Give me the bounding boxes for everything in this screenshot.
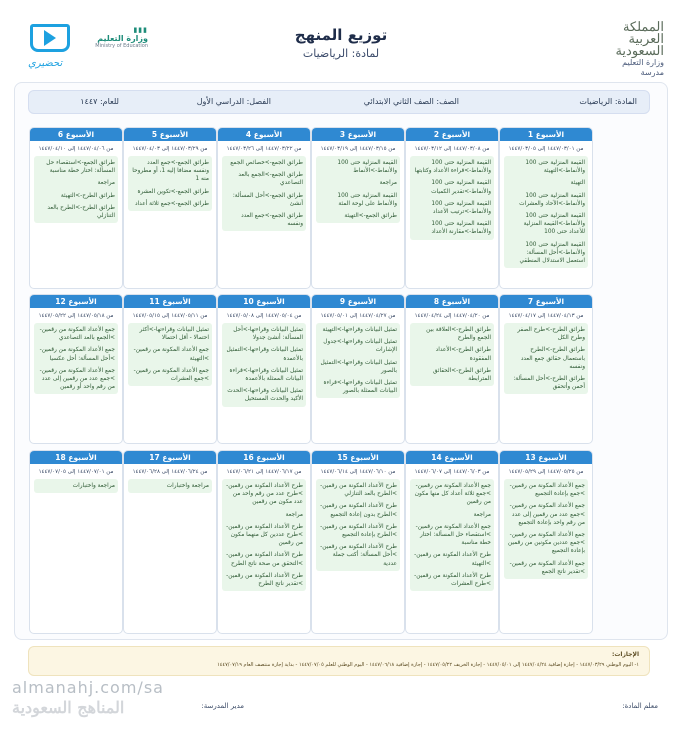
week-lessons xyxy=(222,156,306,231)
lesson-item: جمع الأعداد المكونة من رقمين->جمع عدد من رقمين إلى عدد من رقم واحد بإعادة التجميع xyxy=(509,503,585,526)
lesson-item: طرح الأعداد المكونة من رقمين->الطرح بالعد التنازلي xyxy=(320,483,397,498)
week-label: الأسبوع 11 xyxy=(124,295,216,308)
lesson-item: تمثيل البيانات وقراءتها->أكثر احتمالا - أقل احتمالا xyxy=(139,327,209,342)
notes-text: ١- اليوم الوطني ١٤٤٧/٠٣/٢٩ - إجازة إضافية ١٤٤٧/٠٤/٢٤ إلى ١٤٤٧/٠٥/٠١ - إجازة الخريف ١٤٤٧/٠٥/٢٢ - إجازة إضافية ١٤٤٧/٠٦/١٨ - اليوم الوطني للعلم ١٤٤٧/٠٧/٠٥ - بداية إجازة منتصف العام ١٤٤٧/٠٧/١٩ xyxy=(217,662,639,668)
week-lessons xyxy=(34,479,118,493)
week-dates: من ١٤٤٧/٠٦/٢٤ إلى ١٤٤٧/٠٦/٢٨ xyxy=(132,469,208,475)
week-label: الأسبوع 14 xyxy=(406,451,498,464)
week-card xyxy=(499,450,593,634)
lesson-item: طرح الأعداد المكونة من رقمين->التهيئة xyxy=(414,552,491,567)
week-label: الأسبوع 1 xyxy=(500,128,592,141)
week-dates: من ١٤٤٧/٠٦/١٠ إلى ١٤٤٧/٠٦/١٤ xyxy=(320,469,396,475)
week-dates: من ١٤٤٧/٠٤/٢٠ إلى ١٤٤٧/٠٤/٢٤ xyxy=(414,313,490,319)
lesson-item: طرائق الجمع->أحل المسألة: أنشئ xyxy=(232,192,303,207)
lesson-item: طرائق الطرح->الحقائق المترابطة xyxy=(433,367,491,383)
lesson-item: تمثيل البيانات وقراءتها->أحل المسألة: أنشئ جدولا xyxy=(233,327,303,342)
week-card xyxy=(123,127,217,289)
week-label: الأسبوع 9 xyxy=(312,295,404,308)
week-lessons xyxy=(128,323,212,386)
week-label: الأسبوع 4 xyxy=(218,128,310,141)
lesson-item: جمع الأعداد المكونة من رقمين->جمع ثلاثة أعداد كل منها مكون من رقمين xyxy=(414,483,491,506)
week-label: الأسبوع 6 xyxy=(30,128,122,141)
page-title: توزيع المنهج xyxy=(294,26,388,44)
week-card xyxy=(217,450,311,634)
week-lessons xyxy=(410,156,494,240)
lesson-item: طرائق الطرح->التهيئة xyxy=(60,192,115,199)
info-subject: المادة: الرياضيات xyxy=(579,97,637,106)
week-label: الأسبوع 10 xyxy=(218,295,310,308)
week-label: الأسبوع 7 xyxy=(500,295,592,308)
week-dates: من ١٤٤٧/٠٥/١١ إلى ١٤٤٧/٠٥/١٥ xyxy=(132,313,208,319)
ministry-logo-name: وزارة التعليم xyxy=(97,34,148,43)
week-lessons xyxy=(316,479,400,571)
lesson-item: جمع الأعداد المكونة من رقمين->الجمع بالعد التصاعدي xyxy=(39,327,115,342)
lesson-item: طرح الأعداد المكونة من رقمين->طرح عددين كل منهما مكون من رقمين xyxy=(226,523,303,547)
week-label: الأسبوع 12 xyxy=(30,295,122,308)
lesson-item: طرائق الجمع->خصائص الجمع xyxy=(230,160,303,166)
week-lessons xyxy=(222,479,306,591)
week-card xyxy=(405,450,499,634)
week-card xyxy=(405,294,499,444)
lesson-item: القيمة المنزلية حتى 100 والأنماط->ترتيب الأعداد xyxy=(431,200,491,216)
watermark-url: almanahj.com/sa xyxy=(12,678,164,697)
week-lessons xyxy=(504,323,588,394)
lesson-item: طرح الأعداد المكونة من رقمين->تقدير ناتج الطرح xyxy=(226,572,303,588)
lesson-item: تمثيل البيانات وقراءتها->قراءة البيانات الممثلة بالأعمدة xyxy=(229,367,303,383)
lesson-item: تمثيل البيانات وقراءتها->التمثيل بالصور xyxy=(320,359,397,374)
week-card xyxy=(29,294,123,444)
lesson-item: مراجعة xyxy=(97,180,115,187)
week-lessons xyxy=(222,323,306,407)
lesson-item: طرح الأعداد المكونة من رقمين->الطرح بإعادة التجميع xyxy=(320,523,397,539)
notes-title: الإجازات: xyxy=(611,651,639,658)
week-dates: من ١٤٤٧/٠٧/٠١ إلى ١٤٤٧/٠٧/٠٥ xyxy=(38,469,114,475)
lesson-item: القيمة المنزلية حتى 100 والأنماط->أحل المسألة: استعمل الاستدلال المنطقي xyxy=(519,241,585,265)
lesson-item: القيمة المنزلية حتى 100 والأنماط->التهيئة xyxy=(525,160,585,175)
lesson-item: طرائق الطرح->الطرح بالعد التنازلي xyxy=(47,204,115,220)
week-dates: من ١٤٤٧/٠٣/٠١ إلى ١٤٤٧/٠٣/٠٥ xyxy=(508,146,584,152)
lesson-item: طرائق الجمع->استقصاء حل المسألة: اختار خطة مناسبة xyxy=(46,160,115,175)
lesson-item: جمع الأعداد المكونة من رقمين->جمع عددين مكونين من رقمين بإعادة التجميع xyxy=(507,532,585,555)
ministry-logo-icon: ▮▮▮ xyxy=(133,26,148,34)
ministry-header-right xyxy=(594,22,664,78)
lesson-item: جمع الأعداد المكونة من رقمين->جمع عدد من رقمين إلى عدد من رقم واحد أو رقمين xyxy=(39,367,115,391)
lesson-item: القيمة المنزلية حتى 100 والأنماط->قراءة الأعداد وكتابتها xyxy=(414,160,491,175)
week-label: الأسبوع 15 xyxy=(312,451,404,464)
week-label: الأسبوع 8 xyxy=(406,295,498,308)
page-subtitle: لمادة: الرياضيات xyxy=(302,47,380,60)
lesson-item: تمثيل البيانات وقراءتها->جدول الإشارات xyxy=(323,339,397,354)
week-card xyxy=(311,294,405,444)
page-footer xyxy=(0,678,682,732)
lesson-item: جمع الأعداد المكونة من رقمين->التهيئة xyxy=(133,347,209,362)
week-dates: من ١٤٤٧/٠٣/٢٩ إلى ١٤٤٧/٠٤/٠٣ xyxy=(132,146,208,152)
info-semester: الفصل: الدراسي الأول xyxy=(196,97,271,106)
lesson-item: طرائق الطرح->طرح الصفر وطرح الكل xyxy=(517,327,585,342)
lesson-item: مراجعة xyxy=(473,511,491,518)
info-year: للعام: ١٤٤٧ xyxy=(80,97,119,106)
lesson-item: جمع الأعداد المكونة من رقمين->أحل المسألة: أحل عكسيا xyxy=(39,347,115,362)
week-lessons xyxy=(34,156,118,223)
week-lessons xyxy=(504,479,588,579)
principal-signature-label: مدير المدرسة: xyxy=(201,702,244,710)
logo-name: تحضيري xyxy=(28,58,63,69)
week-dates: من ١٤٤٧/٠٤/٠٦ إلى ١٤٤٧/٠٤/١٠ xyxy=(38,146,114,152)
lesson-item: تمثيل البيانات وقراءتها->التهيئة xyxy=(322,327,397,333)
week-lessons xyxy=(128,156,212,211)
lesson-item: طرائق الطرح->العلاقة بين الجمع والطرح xyxy=(426,327,491,342)
book-play-icon xyxy=(26,18,76,58)
week-dates: من ١٤٤٧/٠٤/١٣ إلى ١٤٤٧/٠٤/١٧ xyxy=(508,313,584,319)
info-grade: الصف: الصف الثاني الابتدائي xyxy=(363,97,459,106)
week-dates: من ١٤٤٧/٠٣/١٥ إلى ١٤٤٧/٠٣/١٩ xyxy=(320,146,396,152)
lesson-item: القيمة المنزلية حتى 100 والأنماط->مقارنة الأعداد xyxy=(431,221,491,236)
lesson-item: مراجعة واختبارات xyxy=(166,483,209,489)
lesson-item: تمثيل البيانات وقراءتها->قراءة البيانات الممثلة بالصور xyxy=(323,380,397,395)
week-label: الأسبوع 18 xyxy=(30,451,122,464)
lesson-item: طرائق الجمع->التهيئة xyxy=(344,213,397,220)
week-card xyxy=(123,450,217,634)
lesson-item: طرائق الجمع->جمع العدد ونفسه مضافا إليه 1، أو مطروحا منه 1 xyxy=(132,160,209,183)
lesson-item: طرح الأعداد المكونة من رقمين->أحل المسألة: أكتب جملة عددية xyxy=(320,544,397,567)
tahdiri-logo xyxy=(26,16,150,72)
week-card xyxy=(29,450,123,634)
page-header xyxy=(0,0,682,82)
lesson-item: مراجعة xyxy=(379,180,397,187)
week-dates: من ١٤٤٧/٠٦/١٧ إلى ١٤٤٧/٠٦/٢١ xyxy=(226,469,302,475)
lesson-item: طرائق الجمع->جمع ثلاثة أعداد xyxy=(134,200,209,207)
saudi-emblem-text: المملكة العربية السعودية xyxy=(615,20,664,59)
week-dates: من ١٤٤٧/٠٣/٢٢ إلى ١٤٤٧/٠٣/٢٦ xyxy=(226,146,302,152)
week-card xyxy=(311,450,405,634)
lesson-item: مراجعة xyxy=(285,511,303,518)
week-card xyxy=(499,127,593,289)
school-label: مدرسة xyxy=(640,68,664,77)
week-label: الأسبوع 5 xyxy=(124,128,216,141)
lesson-item: طرائق الطرح->الأعداد المفقودة xyxy=(435,347,491,362)
week-card xyxy=(311,127,405,289)
teacher-signature-label: معلم المادة: xyxy=(622,702,658,710)
week-card xyxy=(217,294,311,444)
week-lessons xyxy=(128,479,212,493)
lesson-item: القيمة المنزلية حتى 100 والأنماط على لوحة المئة xyxy=(337,192,397,207)
week-lessons xyxy=(504,156,588,268)
lesson-item: طرح الأعداد المكونة من رقمين->التحقق من صحة ناتج الطرح xyxy=(226,552,303,567)
week-label: الأسبوع 3 xyxy=(312,128,404,141)
week-lessons xyxy=(316,156,400,223)
week-card xyxy=(123,294,217,444)
lesson-item: جمع الأعداد المكونة من رقمين->استقصاء حل المسألة: اختار خطة مناسبة xyxy=(415,523,491,547)
lesson-item: جمع الأعداد المكونة من رقمين->تقدير ناتج الجمع xyxy=(509,560,585,575)
week-card xyxy=(217,127,311,289)
lesson-item: طرح الأعداد المكونة من رقمين->طرح العشرات xyxy=(414,572,491,588)
lesson-item: طرائق الجمع->جمع العدد ونفسه xyxy=(241,213,303,228)
lesson-item: طرائق الطرح->الطرح باستعمال حقائق جمع العدد ونفسه xyxy=(520,347,585,370)
lesson-item: تمثيل البيانات وقراءتها->التمثيل بالأعمدة xyxy=(226,347,303,362)
lesson-item: طرائق الجمع->الجمع بالعد التصاعدي xyxy=(238,172,303,187)
ministry-logo-en: Ministry of Education xyxy=(95,43,148,49)
lesson-item: جمع الأعداد المكونة من رقمين->جمع بإعادة التجميع xyxy=(509,483,585,498)
week-card xyxy=(499,294,593,444)
info-bar xyxy=(28,90,650,114)
week-label: الأسبوع 16 xyxy=(218,451,310,464)
lesson-item: جمع الأعداد المكونة من رقمين->جمع العشرات xyxy=(133,367,209,383)
week-lessons xyxy=(316,323,400,398)
lesson-item: طرح الأعداد المكونة من رقمين->الطرح بدون إعادة التجميع xyxy=(320,503,397,518)
ministry-name: وزارة التعليم xyxy=(622,58,664,67)
lesson-item: مراجعة واختبارات xyxy=(72,483,115,489)
lesson-item: طرح الأعداد المكونة من رقمين->طرح عدد من رقم واحد من عدد مكون من رقمين xyxy=(226,483,303,506)
week-dates: من ١٤٤٧/٠٥/٠٤ إلى ١٤٤٧/٠٥/٠٨ xyxy=(226,313,302,319)
lesson-item: طرائق الطرح->أحل المسألة: أخمن وأتحقق xyxy=(513,376,585,391)
lesson-item: القيمة المنزلية حتى 100 والأنماط->القيمة المنزلية للأعداد حتى 100 xyxy=(523,213,585,236)
holidays-notes xyxy=(28,646,650,676)
week-label: الأسبوع 2 xyxy=(406,128,498,141)
lesson-item: القيمة المنزلية حتى 100 والأنماط->تقدير الكميات xyxy=(431,180,491,195)
title-block xyxy=(241,26,441,60)
week-dates: من ١٤٤٧/٠٤/٢٧ إلى ١٤٤٧/٠٥/٠١ xyxy=(320,313,396,319)
week-lessons xyxy=(410,479,494,591)
watermark-text: المناهج السعودية xyxy=(12,698,125,717)
week-card xyxy=(405,127,499,289)
week-label: الأسبوع 17 xyxy=(124,451,216,464)
week-lessons xyxy=(410,323,494,386)
week-label: الأسبوع 13 xyxy=(500,451,592,464)
week-dates: من ١٤٤٧/٠٥/١٨ إلى ١٤٤٧/٠٥/٢٢ xyxy=(38,313,114,319)
week-dates: من ١٤٤٧/٠٣/٠٨ إلى ١٤٤٧/٠٣/١٢ xyxy=(414,146,490,152)
lesson-item: القيمة المنزلية حتى 100 والأنماط->الأنماط xyxy=(337,160,397,175)
week-dates: من ١٤٤٧/٠٥/٢٥ إلى ١٤٤٧/٠٥/٢٩ xyxy=(508,469,584,475)
lesson-item: طرائق الجمع->تكوين العشرة xyxy=(137,188,209,195)
lesson-item: تمثيل البيانات وقراءتها->الحدث الأكيد والحدث المستحيل xyxy=(227,388,303,403)
lesson-item: القيمة المنزلية حتى 100 والأنماط->الآحاد والعشرات xyxy=(519,192,585,207)
week-dates: من ١٤٤٧/٠٦/٠٣ إلى ١٤٤٧/٠٦/٠٧ xyxy=(414,469,490,475)
lesson-item: التهيئة xyxy=(570,180,585,187)
ministry-logo xyxy=(84,26,148,49)
week-lessons xyxy=(34,323,118,394)
week-card xyxy=(29,127,123,289)
